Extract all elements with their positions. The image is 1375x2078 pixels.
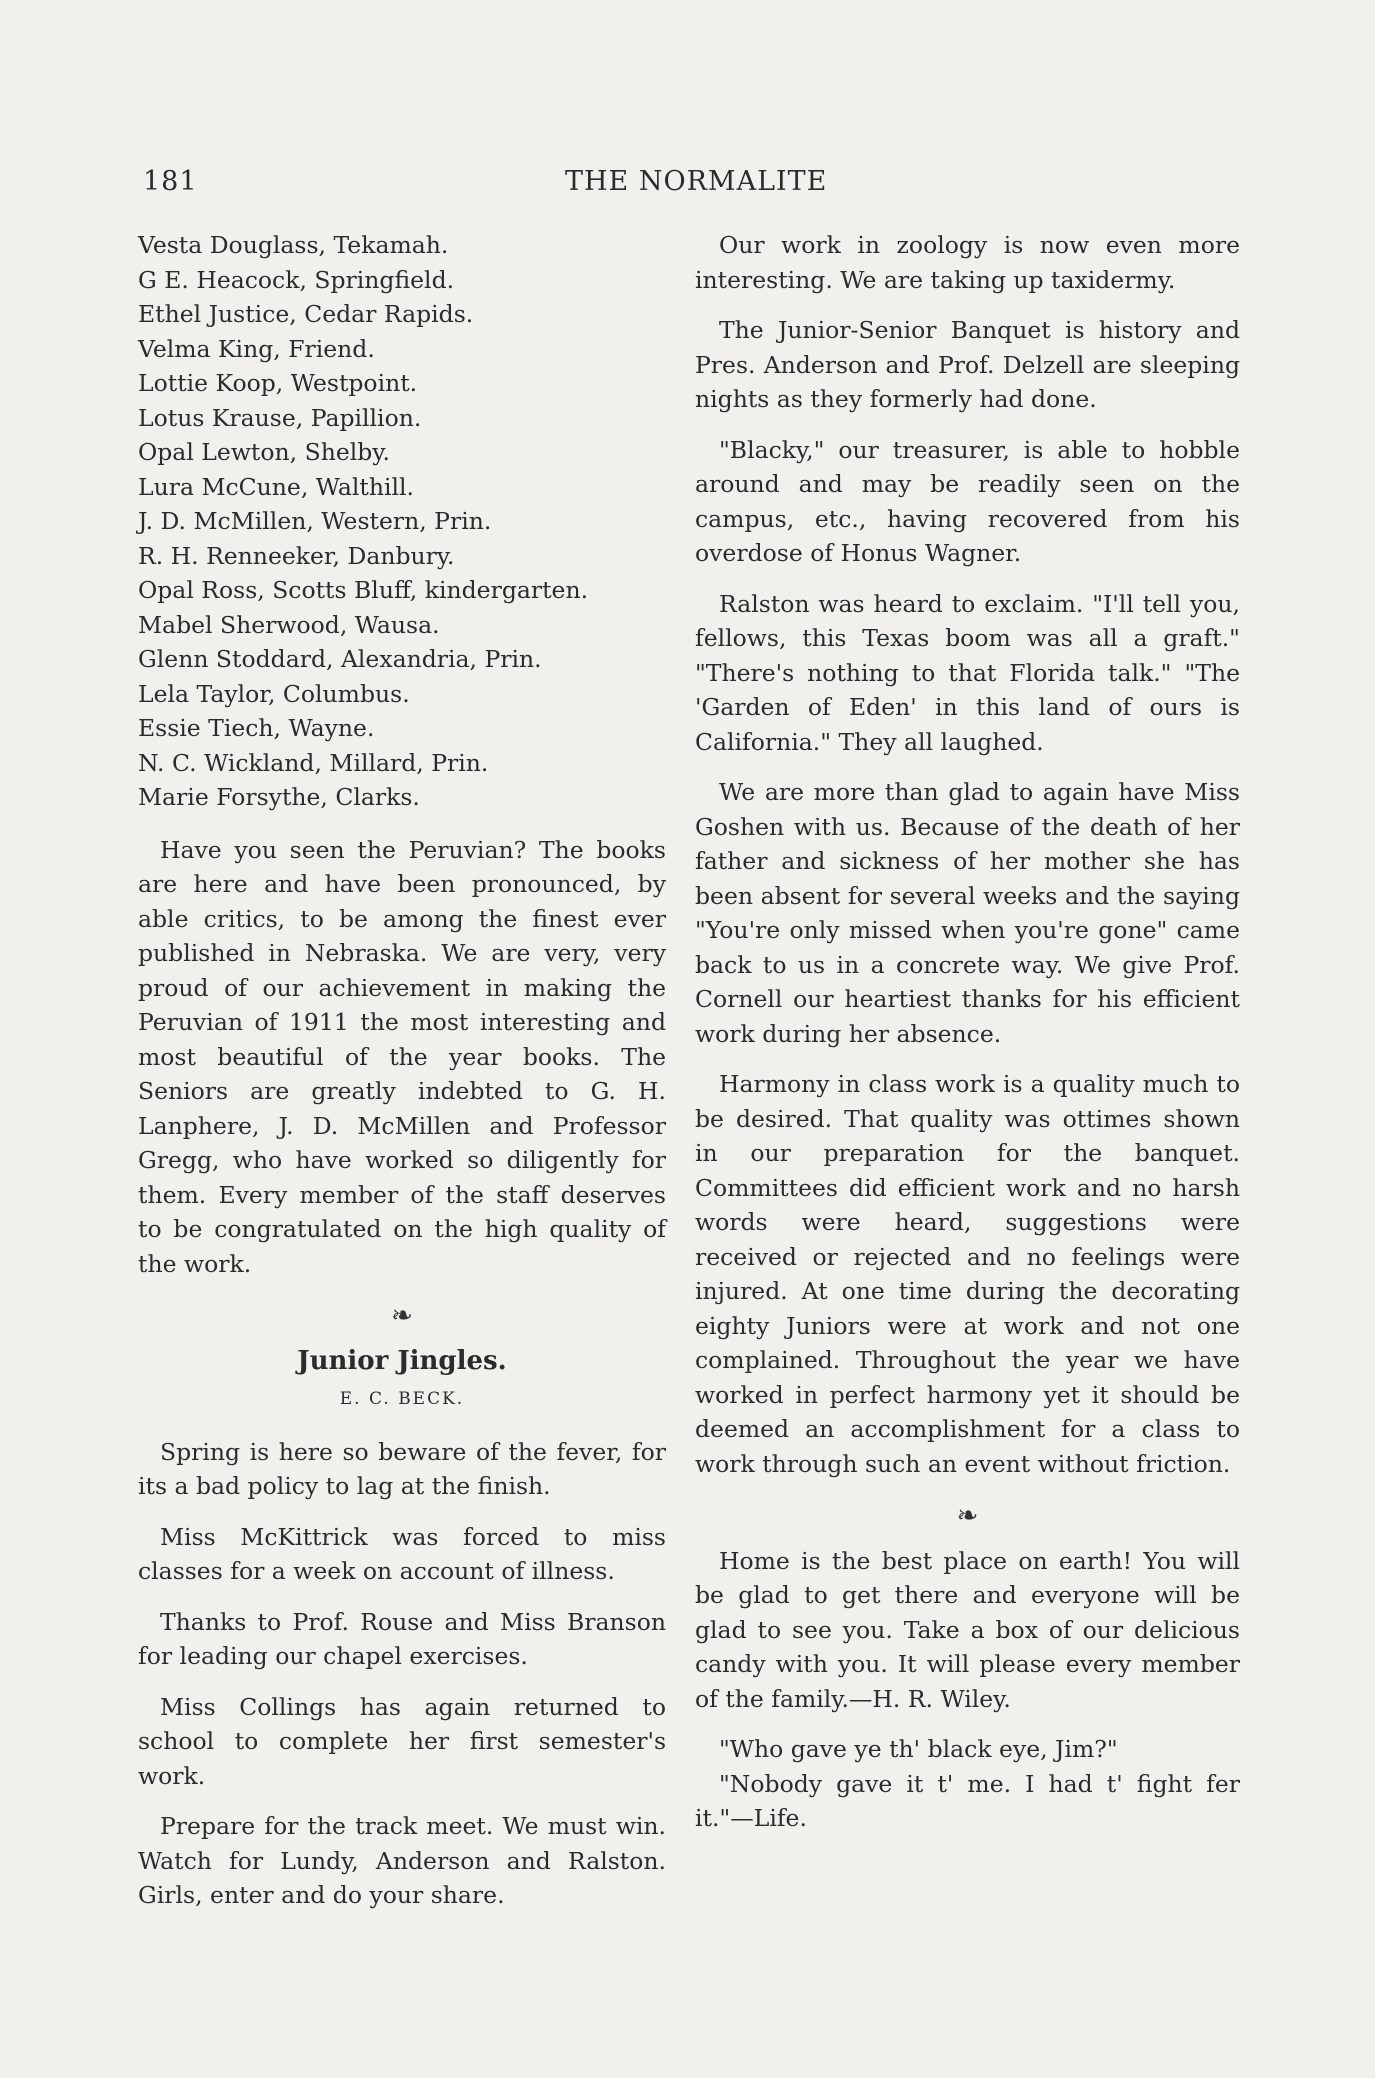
fleuron-ornament-icon: ❧ xyxy=(391,1301,413,1331)
roster-entry: Marie Forsythe, Clarks. xyxy=(138,783,420,811)
roster-entry: Opal Lewton, Shelby. xyxy=(138,438,390,466)
roster-entry: J. D. McMillen, Western, Prin. xyxy=(138,507,492,535)
roster-entry: Ethel Justice, Cedar Rapids. xyxy=(138,300,474,328)
news-paragraph: "Blacky," our treasurer, is able to hobble around and may be readily seen on the campus, etc., having recovered from his overdose of Honus Wagner. xyxy=(695,435,1240,567)
fleuron-ornament-icon: ❧ xyxy=(956,1501,979,1531)
byline: E. C. BECK. xyxy=(339,1389,465,1409)
graduate-roster xyxy=(138,228,666,815)
roster-entry: N. C. Wickland, Millard, Prin. xyxy=(138,748,489,777)
roster-entry: Lela Taylor, Columbus. xyxy=(138,679,410,708)
news-paragraph: Our work in zoology is now even more interesting. We are taking up taxidermy. xyxy=(695,231,1240,294)
peruvian-paragraph: Have you seen the Peruvian? The books are here and have been pronounced, by able critics, to be among the finest ever published in Nebraska. We are very, very proud of our achievement in making the Peruvian of 1911 the most interesting and most beautiful of the year books. The Seniors are greatly indebted to G. H. Lanphere, J. D. McMillen and Professor Gregg, who have worked so diligently for them. Every member of the staff deserves to be congratulated on the high quality of the work. xyxy=(138,835,666,1278)
left-column xyxy=(138,228,666,1929)
jingle-paragraph: Thanks to Prof. Rouse and Miss Branson for leading our chapel exercises. xyxy=(138,1607,666,1670)
roster-entry: Velma King, Friend. xyxy=(138,334,375,363)
roster-entry: Glenn Stoddard, Alexandria, Prin. xyxy=(138,645,542,673)
section-title: Junior Jingles. xyxy=(297,1345,507,1376)
roster-entry: Lura McCune, Walthill. xyxy=(138,472,415,501)
roster-entry: Lotus Krause, Papillion. xyxy=(138,403,422,432)
roster-entry: Lottie Koop, Westpoint. xyxy=(138,369,418,397)
news-paragraph: Harmony in class work is a quality much to be desired. That quality was ottimes shown in our preparation for the banquet. Committees did efficient work and no harsh words were heard, suggestions were received or rejected and no feelings were injured. At one time during the decorating eighty Juniors were at work and not one complained. Throughout the year we have worked in perfect harmony yet it should be deemed an accomplishment for a class to work through such an event without friction. xyxy=(695,1070,1240,1478)
jingle-paragraph: Prepare for the track meet. We must win. Watch for Lundy, Anderson and Ralston. Girls, enter and do your share. xyxy=(138,1812,666,1909)
quote-line: "Who gave ye th' black eye, Jim?" xyxy=(719,1735,1118,1763)
news-paragraph: Ralston was heard to exclaim. "I'll tell you, fellows, this Texas boom was all a graft." "There's nothing to that Florida talk." "The 'Garden of Eden' in this land of ours is California." They all laughed. xyxy=(695,589,1240,756)
jingle-paragraph: Spring is here so beware of the fever, for its a bad policy to lag at the finish. xyxy=(138,1437,666,1500)
right-column xyxy=(695,228,1240,1836)
candy-advertisement: Home is the best place on earth! You will be glad to get there and everyone will be glad to see you. Take a box of our delicious candy with you. It will please every member of the family.—H. R. Wiley. xyxy=(695,1546,1240,1713)
roster-entry: Essie Tiech, Wayne. xyxy=(138,714,375,742)
news-paragraph: The Junior-Senior Banquet is history and Pres. Anderson and Prof. Delzell are sleeping nights as they formerly had done. xyxy=(695,316,1240,413)
page-number: 181 xyxy=(143,166,198,197)
life-quote xyxy=(695,1732,1240,1836)
quote-line: "Nobody gave it t' me. I had t' fight fer it."—Life. xyxy=(695,1769,1240,1832)
roster-entry: Mabel Sherwood, Wausa. xyxy=(138,610,440,639)
roster-entry: Vesta Douglass, Tekamah. xyxy=(138,231,449,259)
roster-entry: Opal Ross, Scotts Bluff, kindergarten. xyxy=(138,576,589,604)
jingle-paragraph: Miss Collings has again returned to school to complete her first semester's work. xyxy=(138,1692,666,1790)
jingle-paragraph: Miss McKittrick was forced to miss classes for a week on account of illness. xyxy=(138,1522,666,1585)
roster-entry: R. H. Renneeker, Danbury. xyxy=(138,541,455,570)
page-title: THE NORMALITE xyxy=(565,166,828,197)
news-paragraph: We are more than glad to again have Miss Goshen with us. Because of the death of her father and sickness of her mother she has been absent for several weeks and the saying "You're only missed when you're gone" came back to us in a concrete way. We give Prof. Cornell our heartiest thanks for his efficient work during her absence. xyxy=(695,778,1240,1048)
roster-entry: G E. Heacock, Springfield. xyxy=(138,265,455,294)
